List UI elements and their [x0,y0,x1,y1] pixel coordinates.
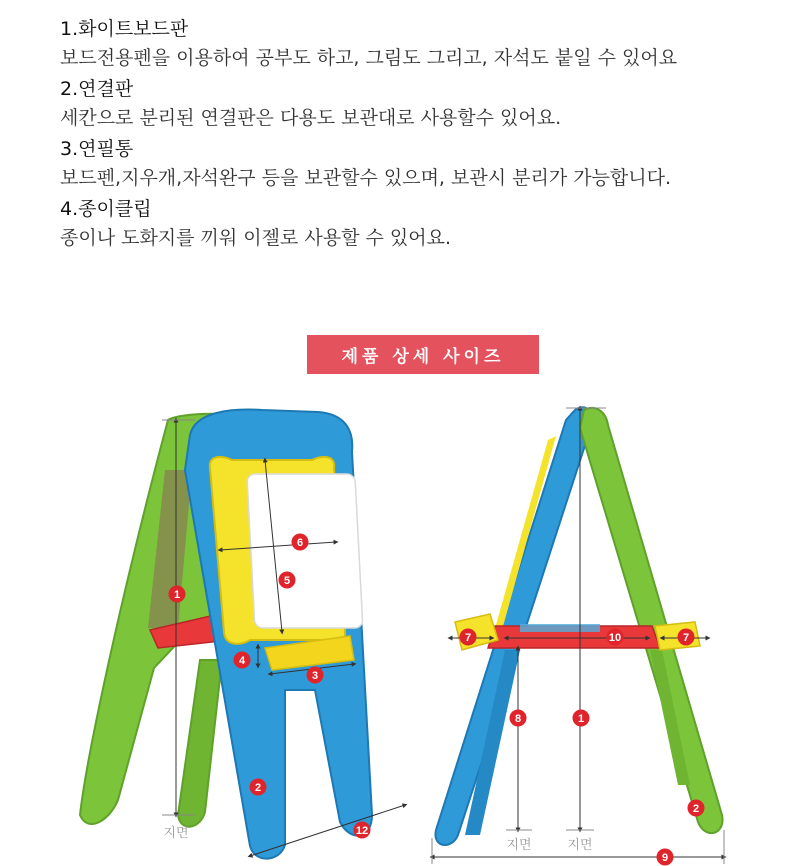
marker-1 [169,586,186,603]
svg-text:3: 3 [311,670,319,682]
marker-7-left [460,629,477,646]
marker-6 [292,534,309,551]
svg-text:4: 4 [238,655,246,667]
marker-9 [657,849,674,866]
svg-text:9: 9 [661,852,669,864]
marker-10 [607,629,624,646]
marker-8 [510,710,527,727]
whiteboard [247,474,363,628]
marker-1-side [573,710,590,727]
feature-description: 보드전용펜을 이용하여 공부도 하고, 그림도 그리고, 자석도 붙일 수 있어요 [60,47,678,69]
marker-4 [234,652,251,669]
feature-title: 4.종이클립 [60,198,152,220]
svg-text:7: 7 [464,632,472,644]
svg-text:6: 6 [296,537,304,549]
ground-label-tray: 지면 [506,838,532,853]
green-rear-leg [178,660,222,827]
feature-title: 3.연필통 [60,138,134,160]
marker-5 [279,572,296,589]
tray-items [520,624,600,632]
feature-description: 종이나 도화지를 끼워 이젤로 사용할 수 있어요. [60,227,452,249]
marker-7-right [678,629,695,646]
marker-12 [354,822,371,839]
feature-description: 보드펜,지우개,자석완구 등을 보관할수 있으며, 보관시 분리가 가능합니다. [60,167,672,189]
ground-label-side: 지면 [567,838,593,853]
front-view-easel [80,410,405,859]
side-view-easel [432,407,724,865]
marker-2-side [688,800,705,817]
feature-description: 세칸으로 분리된 연결판은 다용도 보관대로 사용할수 있어요. [60,107,562,129]
ground-label: 지면 [163,826,189,841]
size-detail-banner: 제품 상세 사이즈 [307,335,539,374]
svg-text:2: 2 [692,803,700,815]
svg-text:10: 10 [608,632,622,644]
svg-text:7: 7 [682,632,690,644]
svg-text:1: 1 [173,589,181,601]
feature-title: 2.연결판 [60,78,134,100]
svg-text:1: 1 [577,713,585,725]
marker-3 [307,667,324,684]
svg-text:8: 8 [514,713,522,725]
svg-text:2: 2 [254,782,262,794]
svg-text:12: 12 [355,825,369,837]
green-side-leg [577,408,723,833]
svg-text:5: 5 [283,575,291,587]
marker-2 [250,779,267,796]
feature-title: 1.화이트보드판 [60,18,189,40]
